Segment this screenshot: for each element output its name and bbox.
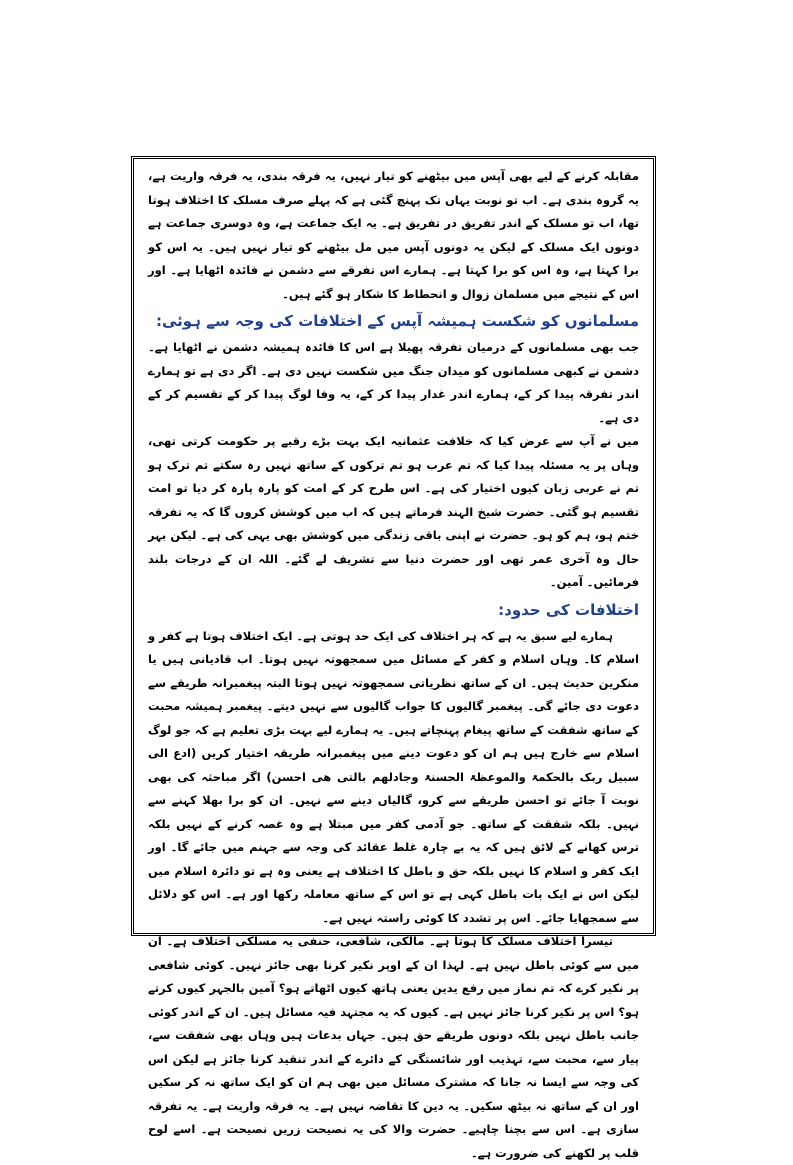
- section-heading-defeat: مسلمانوں کو شکست ہمیشہ آپس کے اختلافات کی وجہ سے ہوئی:: [155, 312, 639, 330]
- paragraph-4: ہمارے لیے سبق یہ ہے کہ ہر اختلاف کی ایک حد ہوتی ہے۔ ایک اختلاف ہوتا ہے کفر و اسلام کا۔ وہاں اسلام و کفر کے مسائل میں سمجھوتہ نہیں ہوتا۔ اب قادیانی ہیں یا منکرین حدیث ہیں۔ ان کے ساتھ نظریاتی سمجھوتہ نہیں ہوتا البتہ پیغمبرانہ طریقے سے دعوت دی جائے گی۔ پیغمبر گالیوں کا جواب گالیوں سے نہیں دیتے۔ پیغمبر ہمیشہ محبت کے ساتھ شفقت کے ساتھ پیغام پہنچاتے ہیں۔ یہ ہمارے لیے بہت بڑی تعلیم ہے کہ جو لوگ اسلام سے خارج ہیں ہم ان کو دعوت دینے میں پیغمبرانہ طریقہ اختیار کریں (ادع الی سبیل ربک بالحکمۃ والموعظۃ الحسنۃ وجادلھم بالتی ھی احسن) اگر مباحثہ کی بھی نوبت آ جائے تو احسن طریقے سے کرو، گالیاں دینے سے نہیں۔ ان کو برا بھلا کہنے سے نہیں۔ بلکہ شفقت کے ساتھ۔ جو آدمی کفر میں مبتلا ہے وہ غصہ کرنے کے نہیں بلکہ ترس کھانے کے لائق ہیں کہ یہ بے چارہ غلط عقائد کی وجہ سے جہنم میں جائے گا۔ اور ایک کفر و اسلام کا نہیں بلکہ حق و باطل کا اختلاف ہے یعنی وہ ہے تو دائرہ اسلام میں لیکن اس نے ایک بات باطل کہی ہے تو اس کے ساتھ معاملہ رکھا اور ہے۔ اس کو دلائل سے سمجھایا جائے۔ اس پر تشدد کا کوئی راستہ نہیں ہے۔: [148, 628, 639, 925]
- paragraph-1: مقابلہ کرنے کے لیے بھی آپس میں بیٹھنے کو تیار نہیں، یہ فرقہ بندی، یہ فرقہ واریت ہے، یہ گروہ بندی ہے۔ اب تو نوبت یہاں تک پہنچ گئی ہے کہ پہلے صرف مسلک کا اختلاف ہوتا تھا، اب تو مسلک کے اندر تفریق در تفریق ہے۔ یہ ایک جماعت ہے، وہ دوسری جماعت ہے دونوں ایک مسلک کے لیکن یہ دونوں آپس میں مل بیٹھنے کو تیار نہیں ہیں۔ یہ اس کو برا کہتا ہے، وہ اس کو برا کہتا ہے۔ ہمارے اس تفرقے سے دشمن نے فائدہ اٹھایا ہے۔ اور اس کے نتیجے میں مسلمان زوال و انحطاط کا شکار ہو گئے ہیں۔: [148, 169, 639, 301]
- paragraph-3: میں نے آپ سے عرض کیا کہ خلافت عثمانیہ ایک بہت بڑے رقبے پر حکومت کرتی تھی، وہاں پر یہ مسئلہ پیدا کیا کہ تم عرب ہو تم ترکوں کے ساتھ نہیں رہ سکتے تم ترک ہو تم نے عربی زبان کیوں اختیار کی ہے۔ اس طرح کر کے امت کو پارہ پارہ کر دیا تو امت تقسیم ہو گئی۔ حضرت شیخ الہند فرماتے ہیں کہ اب میں کوشش کروں گا کہ یہ تفرقہ ختم ہو، ہم کو ہو۔ حضرت نے اپنی باقی زندگی میں کوشش بھی یہی کی ہے۔ لیکن بہر حال وہ آخری عمر تھی اور حضرت دنیا سے تشریف لے گئے۔ اللہ ان کے درجات بلند فرمائیں۔ آمین۔: [148, 434, 639, 589]
- section-heading-limits: اختلافات کی حدود:: [498, 600, 639, 619]
- page-frame: [131, 156, 656, 1160]
- paragraph-2: جب بھی مسلمانوں کے درمیان تفرقہ پھیلا ہے اس کا فائدہ ہمیشہ دشمن نے اٹھایا ہے۔ دشمن نے کبھی مسلمانوں کو میدان جنگ میں شکست نہیں دی ہے۔ اگر دی ہے تو ہمارے اندر تفرقہ پیدا کر کے، ہمارے اندر غدار پیدا کر کے، یہ وفا لوگ پیدا کر کے تقسیم کر کے دی ہے۔: [148, 340, 639, 425]
- paragraph-5: تیسرا اختلاف مسلک کا ہوتا ہے۔ مالکی، شافعی، حنفی یہ مسلکی اختلاف ہے۔ ان میں سے کوئی باطل نہیں ہے۔ لہذا ان کے اوپر نکیر کرنا بھی جائز نہیں۔ کوئی شافعی پر نکیر کرے کہ تم نماز میں رفع یدین یعنی ہاتھ کیوں اٹھاتے ہو؟ آمین بالجہر کیوں کرتے ہو؟ اس پر نکیر کرنا جائز نہیں ہے۔ کیوں کہ یہ مجتہد فیہ مسائل ہیں۔ ان کے اندر کوئی جانب باطل نہیں بلکہ دونوں طریقے حق ہیں۔ جہاں بدعات ہیں وہاں بھی شفقت سے، پیار سے، محبت سے، تہذیب اور شائستگی کے دائرے کے اندر تنقید کرنا جائز ہے لیکن اس کی وجہ سے ایسا نہ جانا کہ مشترک مسائل میں بھی ہم ان کو ایک ساتھ نہ کر سکیں اور ان کے ساتھ نہ بیٹھ سکیں۔ یہ دین کا تقاضہ نہیں ہے۔ یہ فرقہ واریت ہے۔ یہ تفرقہ سازی ہے۔ اس سے بچنا چاہیے۔ حضرت والا کی یہ نصیحت زریں نصیحت ہے۔ اسے لوح قلب پر لکھنے کی ضرورت ہے۔: [148, 934, 639, 1160]
